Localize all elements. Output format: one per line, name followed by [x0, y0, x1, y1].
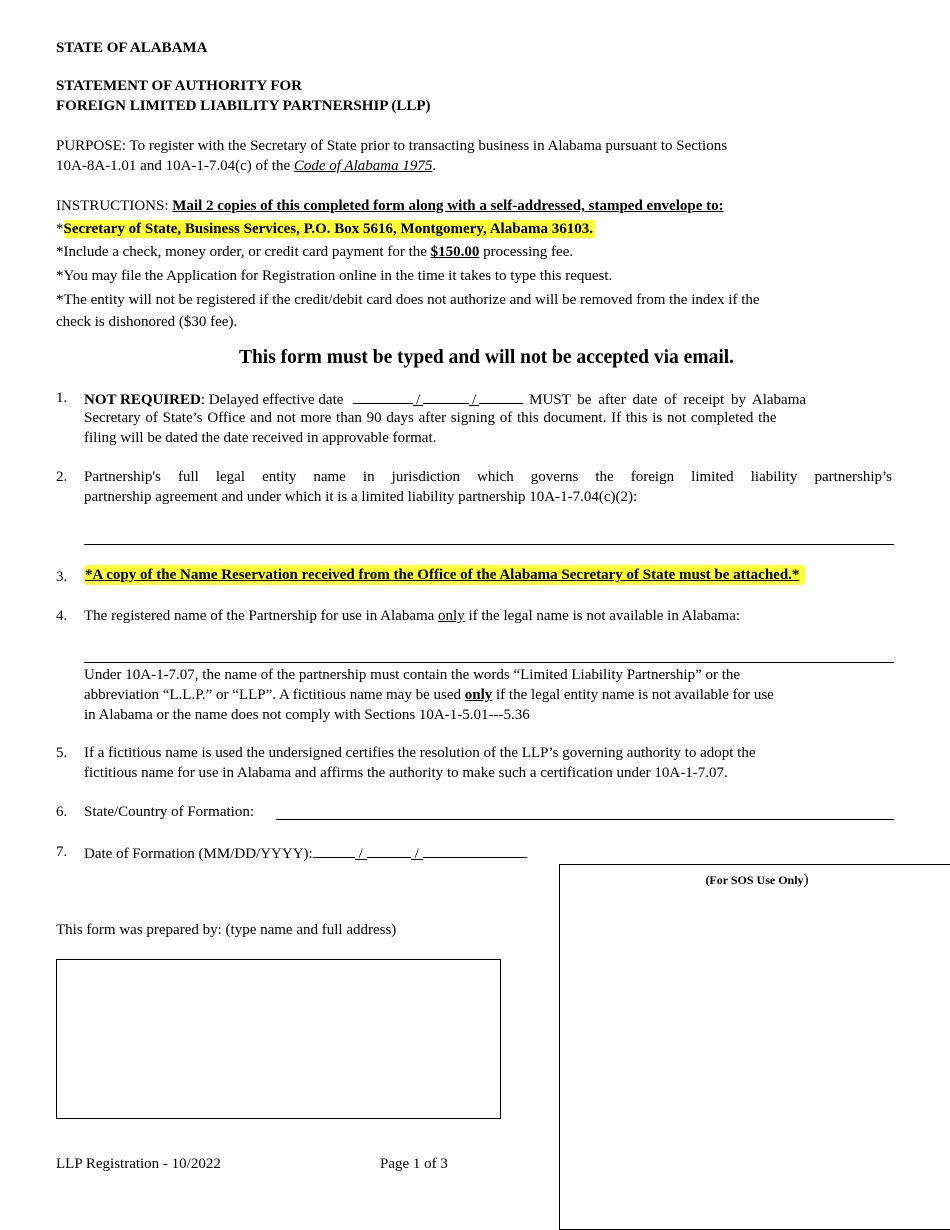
formation-state-label: State/Country of Formation:: [84, 804, 254, 820]
item-7-number: 7.: [56, 844, 68, 860]
item-4-line: [84, 606, 740, 626]
instructions-label: INSTRUCTIONS:: [56, 198, 173, 214]
sos-use-only-box: [559, 864, 950, 1230]
item-1-line1: [84, 388, 896, 410]
online-filing-note: *You may file the Application for Registration online in the time it takes to type this request.: [56, 268, 613, 284]
date-slash: /: [355, 844, 367, 860]
item-6-number: 6.: [56, 804, 68, 820]
formation-date-label: Date of Formation (MM/DD/YYYY):: [84, 846, 313, 862]
mailing-address: Secretary of State, Business Services, P.O. Box 5616, Montgomery, Alabama 36103.: [63, 221, 594, 237]
registered-name-text-end: if the legal name is not available in Alabama:: [464, 608, 741, 624]
item-1-line3: filing will be dated the date received in approvable format.: [84, 430, 437, 446]
payment-line: [56, 242, 573, 262]
prepared-by-box[interactable]: [56, 959, 501, 1119]
payment-text-end: processing fee.: [479, 244, 574, 260]
form-version: LLP Registration - 10/2022: [56, 1156, 221, 1172]
not-required-label: NOT REQUIRED: [84, 392, 201, 408]
name-rule-line1: Under 10A-1-7.07, the name of the partnership must contain the words “Limited Liability Partnership” or the: [84, 667, 741, 683]
delayed-date-month-field[interactable]: [353, 388, 413, 404]
purpose-sections: 10A-8A-1.01 and 10A-1-7.04(c) of the: [56, 158, 294, 174]
payment-text: *Include a check, money order, or credit card payment for the: [56, 244, 431, 260]
prepared-by-label: This form was prepared by: (type name and full address): [56, 922, 397, 938]
name-rule-line2: [84, 685, 774, 705]
date-slash: /: [469, 390, 479, 406]
delayed-date-rule: MUST be after date of receipt by Alabama: [529, 392, 807, 408]
form-title-line1: STATEMENT OF AUTHORITY FOR: [56, 78, 303, 94]
mailing-address-line: [56, 219, 595, 239]
item-1-number: 1.: [56, 390, 68, 406]
name-reservation-requirement: *A copy of the Name Reservation received from the Office of the Alabama Secretary of State must be attached.*: [84, 565, 805, 585]
delayed-date-day-field[interactable]: [423, 388, 469, 404]
only-emphasis-bold: only: [464, 687, 493, 703]
delayed-date-year-field[interactable]: [479, 388, 523, 404]
form-title-line2: FOREIGN LIMITED LIABILITY PARTNERSHIP (LLP): [56, 98, 431, 114]
purpose-line2: [56, 156, 436, 176]
typed-only-notice: This form must be typed and will not be accepted via email.: [238, 347, 735, 368]
formation-state-field[interactable]: [276, 819, 894, 820]
item-5-line1: If a fictitious name is used the undersigned certifies the resolution of the LLP’s governing authority to adopt the: [84, 745, 756, 761]
item-1-line2: Secretary of State’s Office and not more than 90 days after signing of this document. If this is not completed the: [84, 410, 777, 426]
date-slash: /: [413, 390, 423, 406]
name-rule-text: abbreviation “L.L.P.” or “LLP”. A fictitious name may be used: [84, 687, 465, 703]
legal-name-field[interactable]: [84, 544, 894, 545]
mail-instructions: Mail 2 copies of this completed form along with a self-addressed, stamped envelope to:: [172, 198, 724, 214]
formation-date-line: [84, 842, 527, 864]
item-4-number: 4.: [56, 608, 68, 624]
item-2-line2: partnership agreement and under which it is a limited liability partnership 10A-1-7.04(c)(2):: [84, 489, 638, 505]
item-2-number: 2.: [56, 469, 68, 485]
delayed-date-label: : Delayed effective date: [200, 392, 344, 408]
instructions-line: [56, 196, 724, 216]
processing-fee: $150.00: [430, 244, 480, 260]
name-rule-text-end: if the legal entity name is not available for use: [492, 687, 774, 703]
registered-name-text: The registered name of the Partnership for use in Alabama: [84, 608, 439, 624]
purpose-line1: PURPOSE: To register with the Secretary of State prior to transacting business in Alabama pursuant to Sections: [56, 138, 728, 154]
registered-name-field[interactable]: [84, 662, 894, 663]
card-note-line1: *The entity will not be registered if the credit/debit card does not authorize and will be removed from the index if the: [56, 292, 760, 308]
formation-day-field[interactable]: [367, 842, 411, 858]
state-heading: STATE OF ALABAMA: [56, 40, 208, 56]
address-star: *: [56, 221, 64, 237]
name-rule-line3: in Alabama or the name does not comply with Sections 10A-1-5.01---5.36: [84, 707, 530, 723]
page-number: Page 1 of 3: [380, 1156, 448, 1172]
item-5-line2: fictitious name for use in Alabama and affirms the authority to make such a certification under 10A-1-7.07.: [84, 765, 728, 781]
sos-use-only-label: (For SOS Use Only): [705, 872, 809, 888]
item-2-line1: Partnership's full legal entity name in jurisdiction which governs the foreign limited liability partnership’s: [84, 469, 892, 485]
code-of-alabama: Code of Alabama 1975: [293, 158, 433, 174]
date-slash: /: [411, 844, 423, 860]
card-note-line2: check is dishonored ($30 fee).: [56, 314, 238, 330]
formation-year-field[interactable]: [423, 842, 527, 858]
purpose-period: .: [432, 158, 437, 174]
item-5-number: 5.: [56, 745, 68, 761]
item-3-line: [84, 565, 805, 585]
item-3-number: 3.: [56, 569, 68, 585]
only-emphasis: only: [438, 608, 465, 624]
formation-month-field[interactable]: [313, 842, 355, 858]
